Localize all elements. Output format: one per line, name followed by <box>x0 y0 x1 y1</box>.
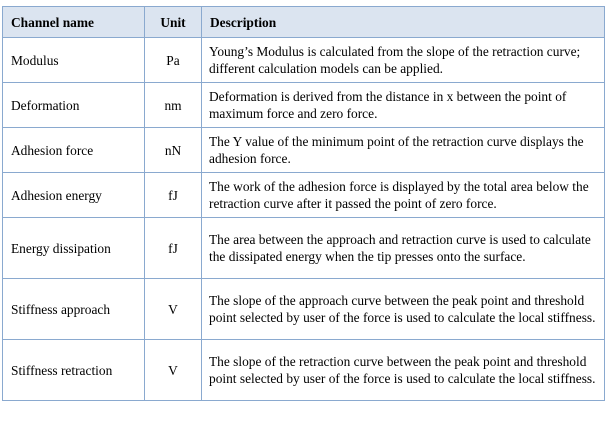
description-cell: Deformation is derived from the distance in x between the point of maximum force and zero force. <box>202 83 605 128</box>
unit-cell: V <box>145 340 202 401</box>
unit-cell: V <box>145 279 202 340</box>
unit-cell: fJ <box>145 218 202 279</box>
header-description: Description <box>202 7 605 38</box>
description-cell: The slope of the retraction curve between the peak point and threshold point selected by user of the force is used to calculate the local stiffness. <box>202 340 605 401</box>
unit-cell: fJ <box>145 173 202 218</box>
channel-table <box>2 6 605 401</box>
channel-name-cell: Adhesion force <box>3 128 145 173</box>
header-unit: Unit <box>145 7 202 38</box>
channel-name-cell: Stiffness approach <box>3 279 145 340</box>
unit-cell: nN <box>145 128 202 173</box>
header-channel-name: Channel name <box>3 7 145 38</box>
channel-name-cell: Adhesion energy <box>3 173 145 218</box>
description-cell: The Y value of the minimum point of the retraction curve displays the adhesion force. <box>202 128 605 173</box>
channel-name-cell: Modulus <box>3 38 145 83</box>
header-row <box>3 7 605 38</box>
channel-name-cell: Deformation <box>3 83 145 128</box>
table-row <box>3 340 605 401</box>
channel-table-container <box>2 6 604 401</box>
description-cell: Young’s Modulus is calculated from the slope of the retraction curve; different calculation models can be applied. <box>202 38 605 83</box>
unit-cell: Pa <box>145 38 202 83</box>
channel-name-cell: Stiffness retraction <box>3 340 145 401</box>
channel-name-cell: Energy dissipation <box>3 218 145 279</box>
table-row <box>3 38 605 83</box>
description-cell: The work of the adhesion force is displayed by the total area below the retraction curve after it passed the point of zero force. <box>202 173 605 218</box>
table-row <box>3 83 605 128</box>
table-header <box>3 7 605 38</box>
description-cell: The area between the approach and retraction curve is used to calculate the dissipated energy when the tip presses onto the surface. <box>202 218 605 279</box>
description-cell: The slope of the approach curve between the peak point and threshold point selected by user of the force is used to calculate the local stiffness. <box>202 279 605 340</box>
table-body <box>3 38 605 401</box>
unit-cell: nm <box>145 83 202 128</box>
table-row <box>3 279 605 340</box>
table-row <box>3 218 605 279</box>
table-row <box>3 128 605 173</box>
table-row <box>3 173 605 218</box>
